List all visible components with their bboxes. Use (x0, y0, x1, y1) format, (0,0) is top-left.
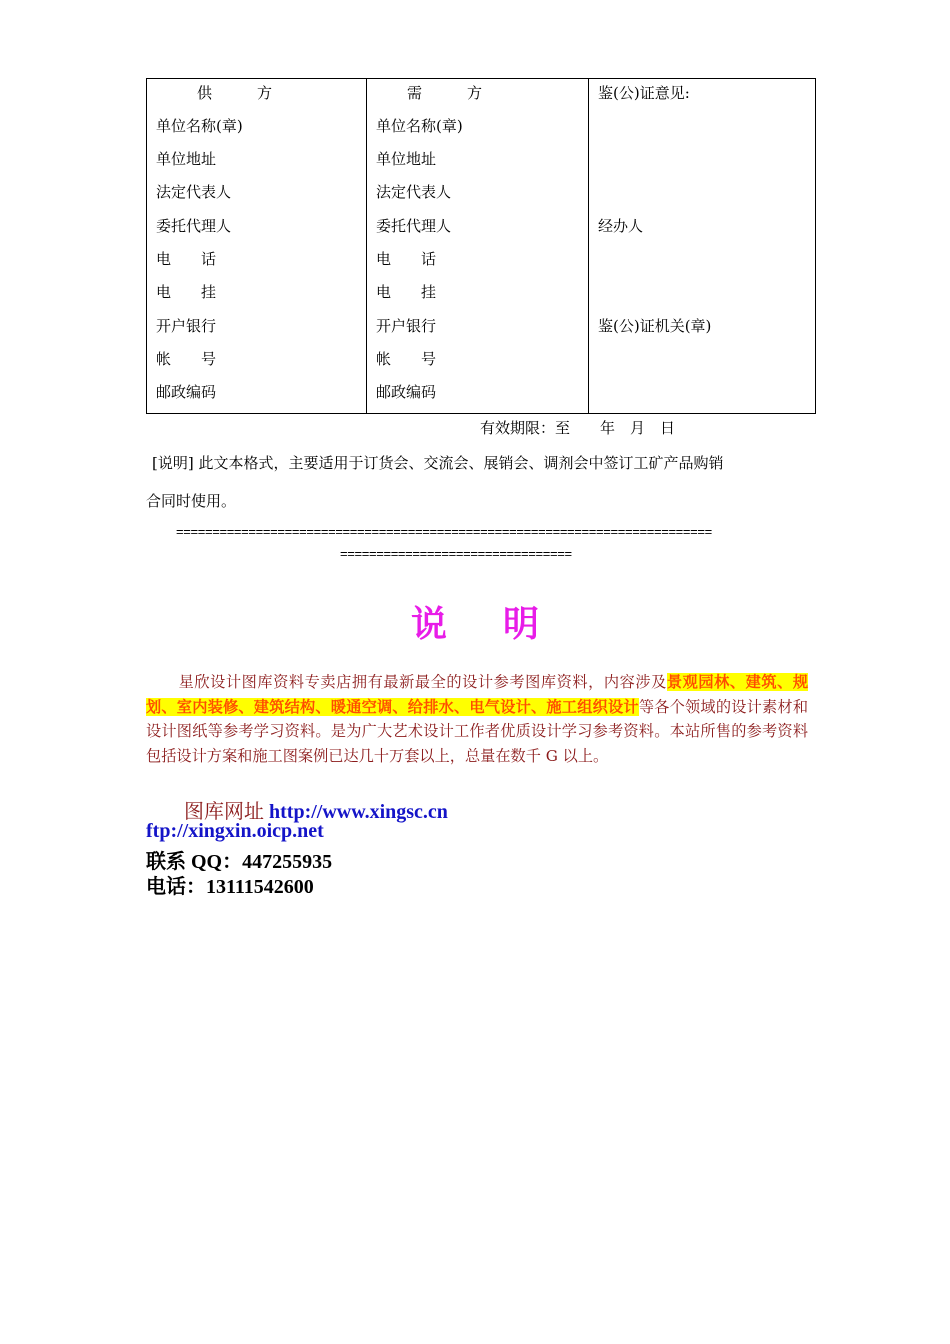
explain-title-char-2: 明 (503, 604, 540, 645)
explain-title (0, 596, 950, 647)
explain-text-intro: 星欣设计图库资料专卖店拥有最新最全的设计参考图库资料，内容涉及 (178, 673, 667, 691)
supplier-legal-rep: 法定代表人 (156, 183, 232, 201)
supplier-account: 帐 号 (156, 350, 217, 368)
validity-period: 有效期限：至 年 月 日 (480, 419, 676, 437)
notary-column (589, 79, 816, 414)
supplier-address: 单位地址 (156, 150, 217, 168)
explain-highlight: 景观园林、建筑、规划、室内装修、建筑结构、暖通空调、给排水、电气设计、施工组织设计 (146, 673, 808, 716)
buyer-legal-rep: 法定代表人 (376, 183, 452, 201)
gallery-label: 图库网址 (184, 801, 264, 823)
explain-text-rest: 等各个领域的设计素材和设计图纸等参考学习资料。是为广大艺术设计工作者优质设计学习参考资料。本站所售的参考资料包括设计方案和施工图案例已达几十万套以上，总量在数千 G 以上。 (146, 697, 809, 765)
supplier-agent: 委托代理人 (156, 217, 232, 235)
supplier-bank: 开户银行 (156, 317, 217, 335)
supplier-column (147, 79, 367, 414)
supplier-unit-name: 单位名称(章) (156, 117, 243, 135)
supplier-phone: 电 话 (156, 250, 217, 268)
explain-title-char-1: 说 (410, 604, 447, 645)
explain-paragraph (146, 670, 808, 768)
supplier-header: 供 方 (197, 84, 273, 102)
buyer-header: 需 方 (407, 84, 483, 102)
notary-office: 鉴(公)证机关(章) (598, 317, 712, 335)
buyer-bank: 开户银行 (376, 317, 437, 335)
separator-line-1: ========================================================================== (176, 524, 712, 539)
ftp-link[interactable]: ftp://xingxin.oicp.net (146, 820, 324, 842)
buyer-phone: 电 话 (376, 250, 437, 268)
buyer-unit-name: 单位名称(章) (376, 117, 463, 135)
note-line-1: [说明] 此文本格式，主要适用于订货会、交流会、展销会、调剂会中签订工矿产品购销 (152, 454, 724, 472)
note-line-2: 合同时使用。 (146, 492, 237, 510)
buyer-column (367, 79, 589, 414)
notary-header: 鉴(公)证意见: (598, 84, 690, 102)
separator-line-2: ================================ (340, 546, 572, 561)
buyer-address: 单位地址 (376, 150, 437, 168)
gallery-url-link[interactable]: http://www.xingsc.cn (269, 801, 448, 823)
buyer-postcode: 邮政编码 (376, 383, 437, 401)
supplier-cable: 电 挂 (156, 283, 217, 301)
phone-contact: 电话：13111542600 (146, 876, 314, 898)
supplier-postcode: 邮政编码 (156, 383, 217, 401)
buyer-account: 帐 号 (376, 350, 437, 368)
notary-agent: 经办人 (598, 217, 644, 235)
buyer-agent: 委托代理人 (376, 217, 452, 235)
buyer-cable: 电 挂 (376, 283, 437, 301)
signature-table (146, 78, 816, 414)
qq-contact: 联系 QQ：447255935 (146, 851, 333, 873)
